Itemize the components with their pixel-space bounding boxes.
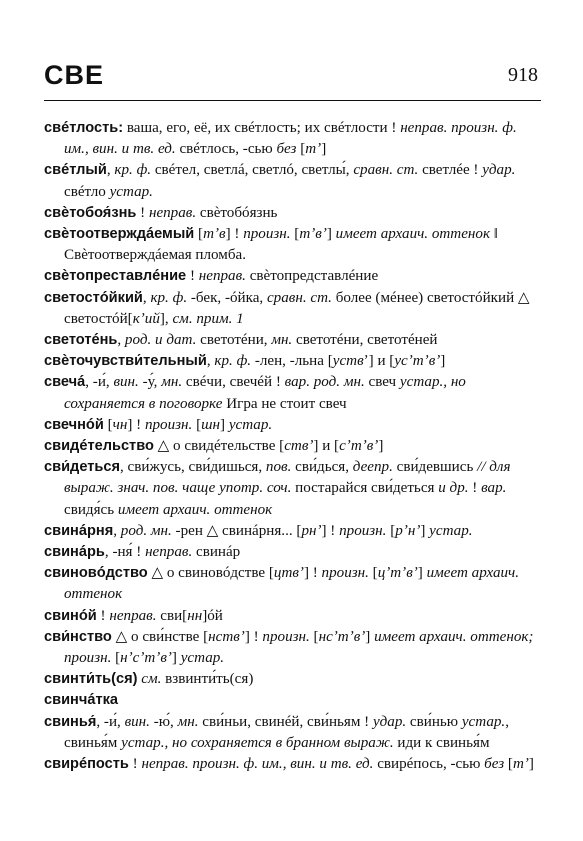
entry-text: [ <box>504 756 513 773</box>
entry-text: свéчи, свечéй ! <box>182 374 285 391</box>
entry-headword: свинти́ть(ся) <box>44 671 138 688</box>
entry-text: ] ! <box>244 628 263 645</box>
entry-text: ] <box>440 353 446 370</box>
entry-label: удар. <box>482 162 516 179</box>
entry-headword: свиновóдство <box>44 565 148 582</box>
entry-label: усʼтʼвʼ <box>394 353 441 370</box>
entry-headword: свечнóй <box>44 416 104 433</box>
entry-label: устар. <box>461 713 506 730</box>
entry-text: сви́дься, <box>291 459 353 476</box>
entry-label: нствʼ <box>208 628 245 645</box>
entry-text: , <box>106 162 115 179</box>
entry-headword: свечá <box>44 374 86 391</box>
entry-label: уств <box>332 353 364 370</box>
entry-label: произн. <box>339 522 387 539</box>
entry-label: устар., но сохраняется в поговорке <box>64 374 466 412</box>
entry-label: кр. ф. <box>150 289 188 306</box>
entry-text: свéтло <box>64 183 110 200</box>
entry-text: ! <box>186 268 199 285</box>
entry-text: свирéпось, -сью <box>373 756 485 773</box>
entry-text: ] <box>365 628 375 645</box>
entry-text: ] <box>326 226 336 243</box>
entry-text: ] <box>220 416 229 433</box>
entry-label: без <box>276 141 297 158</box>
entry-label: кʼий <box>132 310 160 327</box>
entry-label: кр. ф. <box>114 162 152 179</box>
entry-text: [ <box>194 226 204 243</box>
entry-text: , свинья́м <box>64 713 509 751</box>
dictionary-entries <box>44 118 542 775</box>
dictionary-entry <box>44 372 542 414</box>
entry-label: ствʼ <box>284 438 314 455</box>
entry-label: нн <box>187 607 203 624</box>
entry-label: нʼсʼтʼвʼ <box>120 650 172 667</box>
entry-text: , -ня́ ! <box>104 544 146 561</box>
entry-text: свинáр <box>192 544 241 561</box>
entry-text: ]óй <box>202 607 223 624</box>
entry-label: пов. <box>265 459 292 476</box>
entry-text: [ <box>192 416 202 433</box>
entry-label: имеет архаич. оттенок <box>117 501 273 518</box>
entry-label: неправ. <box>198 268 246 285</box>
dictionary-entry <box>44 521 542 542</box>
entry-text: -бек, -óйка, <box>187 289 267 306</box>
entry-label: устар. <box>180 650 225 667</box>
dictionary-entry <box>44 288 542 330</box>
entry-label: неправ. <box>109 607 157 624</box>
entry-text: -рен △ свинáрня... [ <box>171 522 302 539</box>
entry-label: цʼтʼвʼ <box>377 565 418 582</box>
entry-label: неправ. произн. ф. им., вин. и тв. ед. <box>141 756 374 773</box>
entry-text: , -и́, <box>96 713 125 730</box>
entry-text: ], <box>159 310 173 327</box>
entry-text: ] ! <box>225 226 244 243</box>
entry-text: , <box>113 522 121 539</box>
dictionary-entry <box>44 754 542 775</box>
entry-text: ] ! <box>127 416 145 433</box>
entry-text: △ о свиновóдстве [ <box>147 565 274 582</box>
entry-label: цтвʼ <box>273 565 304 582</box>
entry-label: вин. <box>113 374 139 391</box>
entry-text: ! <box>96 607 110 624</box>
entry-label: имеет архаич. оттенок; произн. <box>64 628 534 667</box>
entry-text: ] <box>378 438 384 455</box>
entry-text: , -и́, <box>85 374 114 391</box>
entry-text: ваша, его, её, их свéтлость; их свéтлости ! <box>123 120 401 136</box>
entry-label: без <box>484 756 505 773</box>
entry-label: имеет архаич. оттенок <box>335 226 490 243</box>
entry-label: мн. <box>271 332 293 349</box>
dictionary-entry <box>44 224 542 266</box>
entry-label: нсʼтʼвʼ <box>318 628 366 645</box>
entry-text: [ <box>111 650 121 667</box>
entry-text: свеч <box>364 374 400 391</box>
entry-label: см. прим. 1 <box>172 310 244 327</box>
dictionary-entry <box>44 712 542 754</box>
entry-text: [ <box>368 565 378 582</box>
entry-headword: свинáрь <box>44 544 105 561</box>
entry-headword: сви́деться <box>44 459 120 476</box>
entry-text: ] <box>321 141 327 158</box>
entry-text: ! <box>136 204 149 221</box>
entry-text: свѐтобóязнь <box>196 204 278 221</box>
entry-text: постарайся сви́деться <box>291 480 439 497</box>
dictionary-entry <box>44 606 542 627</box>
entry-headword: свидéтельство <box>44 438 154 455</box>
entry-label: неправ. произн. ф. им., вин. и тв. ед. <box>64 120 517 158</box>
dictionary-entry <box>44 330 542 351</box>
entry-text: сви́ньи, свинéй, сви́ньям ! <box>198 713 373 730</box>
header-rule <box>44 100 541 101</box>
entry-label: удар. <box>372 713 407 730</box>
entry-text: , сви́жусь, сви́дишься, <box>120 459 266 476</box>
entry-text: сви[ <box>156 607 188 624</box>
entry-headword: свéтлый <box>44 162 107 179</box>
entry-text: ] и [ <box>313 438 340 455</box>
entry-text: иди к свинья́м <box>393 734 490 751</box>
entry-label: сравн. ст. <box>266 289 332 306</box>
dictionary-entry <box>44 415 542 436</box>
entry-label: произн. <box>144 416 193 433</box>
entry-text: ! <box>128 756 142 773</box>
entry-headword: свирéпость <box>44 756 129 773</box>
entry-label: кр. ф. <box>214 353 252 370</box>
entry-text: более (мéнее) светостóйкий △ светостóй[ <box>64 289 530 327</box>
entry-label: имеет архаич. оттенок <box>64 565 520 603</box>
entry-label: сравн. ст. <box>353 162 419 179</box>
entry-label: неправ. <box>148 204 197 221</box>
entry-text: [ <box>309 628 319 645</box>
entry-label: тʼ <box>512 756 529 773</box>
entry-text: , <box>206 353 215 370</box>
entry-label: мн. <box>161 374 183 391</box>
entry-text: взвинти́ть(ся) <box>161 671 254 688</box>
entry-text: [ <box>296 141 306 158</box>
entry-headword: свинчáтка <box>44 692 119 709</box>
entry-text: ] <box>417 565 427 582</box>
dictionary-entry <box>44 160 542 202</box>
entry-headword: свѐтопреставлéние <box>44 268 187 285</box>
dictionary-entry <box>44 351 542 372</box>
entry-text: [ <box>386 522 396 539</box>
entry-headword: свѐтоотверждáемый <box>44 226 195 243</box>
entry-headword: сви́нство <box>44 628 112 645</box>
entry-text: свéтел, светлá, светлó, светлы́, <box>151 162 354 179</box>
entry-text: свидя́сь <box>64 501 118 518</box>
dictionary-entry <box>44 690 542 711</box>
entry-label: вар. род. мн. <box>284 374 365 391</box>
entry-text: △ о сви́нстве [ <box>111 628 209 645</box>
entry-text: ] ! <box>303 565 322 582</box>
entry-label: рʼнʼ <box>395 522 421 539</box>
entry-label: неправ. <box>145 544 193 561</box>
dictionary-entry <box>44 266 542 287</box>
entry-label: произн. <box>262 628 310 645</box>
entry-headword: свинáрня <box>44 522 114 539</box>
entry-label: вин. <box>124 713 150 730</box>
running-headword: СВЕ <box>44 60 105 90</box>
dictionary-entry <box>44 669 542 690</box>
dictionary-entry <box>44 563 542 605</box>
entry-text: ] <box>420 522 430 539</box>
entry-label: устар. <box>228 416 273 433</box>
entry-label: чн <box>112 416 128 433</box>
entry-text: ] <box>528 756 534 773</box>
entry-text: ] <box>171 650 181 667</box>
entry-label: устар. <box>109 183 153 200</box>
entry-text: сви́нью <box>406 713 462 730</box>
entry-headword: светостóйкий <box>44 289 143 306</box>
entry-headword: свинóй <box>44 607 97 624</box>
entry-text: ʼ] и [ <box>363 353 395 370</box>
entry-label: устар. <box>429 522 473 539</box>
dictionary-entry <box>44 627 542 669</box>
entry-text: светлéе ! <box>418 162 483 179</box>
dictionary-entry <box>44 436 542 457</box>
entry-label: сʼтʼвʼ <box>339 438 379 455</box>
entry-text: свéтлось, -сью <box>175 141 277 158</box>
entry-text: светотéни, светотéней <box>292 332 438 349</box>
page-header <box>44 56 540 96</box>
entry-label: тʼ <box>305 141 322 158</box>
entry-text: [ <box>290 226 300 243</box>
entry-label: см. <box>141 671 162 688</box>
entry-text: свѐтопредставлéние <box>245 268 379 285</box>
dictionary-entry <box>44 118 542 160</box>
entry-label: вар. <box>481 480 507 497</box>
entry-text: [ <box>103 416 113 433</box>
dictionary-entry <box>44 203 542 224</box>
dictionary-entry <box>44 457 542 521</box>
entry-label: произн. <box>243 226 291 243</box>
dictionary-entry <box>44 542 542 563</box>
entry-text: Игра не стоит свеч <box>222 395 347 412</box>
entry-text: -у́, <box>138 374 162 391</box>
entry-headword: свинья́ <box>44 713 97 730</box>
entry-text: △ о свидéтельстве [ <box>153 438 285 455</box>
entry-label: рнʼ <box>301 522 322 539</box>
page-number: 918 <box>508 64 538 86</box>
entry-label: род. мн. <box>120 522 172 539</box>
entry-text: -лен, -льна [ <box>251 353 333 370</box>
entry-label: устар., но сохраняется в бранном выраж. <box>121 734 394 751</box>
entry-text: светотéни, <box>196 332 272 349</box>
entry-text: -ю́, <box>149 713 178 730</box>
entry-label: произн. <box>321 565 369 582</box>
entry-label: шн <box>201 416 220 433</box>
entry-label: тʼв <box>203 226 226 243</box>
entry-text: ! <box>468 480 482 497</box>
entry-label: мн. <box>177 713 199 730</box>
entry-text: , <box>142 289 151 306</box>
entry-text: сви́девшись <box>392 459 478 476</box>
entry-headword: светотéнь <box>44 332 118 349</box>
entry-text: ] ! <box>321 522 340 539</box>
entry-label: деепр. <box>352 459 393 476</box>
entry-headword: свéтлость: <box>44 120 124 136</box>
entry-label: род. и дат. <box>124 332 197 349</box>
entry-text: ‖ Свѐтоотверждáемая пломба. <box>64 226 499 264</box>
entry-label: тʼвʼ <box>299 226 327 243</box>
entry-headword: свѐтобоя́знь <box>44 204 137 221</box>
entry-headword: свѐточувстви́тельный <box>44 353 207 370</box>
entry-text: , <box>117 332 125 349</box>
entry-label: // для выраж. знач. пов. чаще употр. соч. <box>64 459 511 497</box>
entry-label: и др. <box>438 480 469 497</box>
